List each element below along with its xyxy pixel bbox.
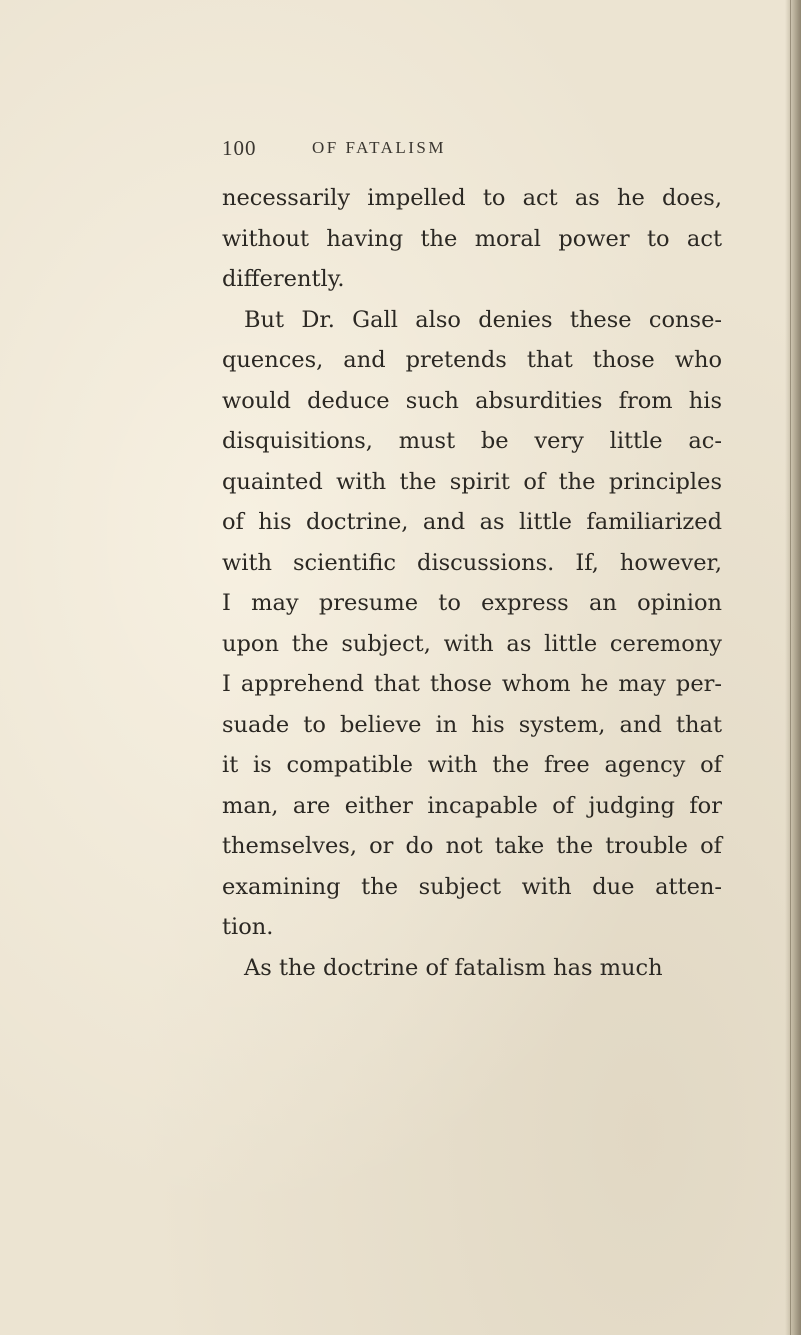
text-line: disquisitions, must be very little ac-: [222, 428, 722, 454]
text-line: examining the subject with due atten-: [222, 873, 722, 900]
text-line: upon the subject, with as little ceremony: [222, 630, 722, 657]
text-line: of his doctrine, and as little familiarized: [222, 509, 722, 535]
text-line: would deduce such absurdities from his: [222, 387, 722, 414]
page-number: 100: [222, 136, 257, 160]
page-edge-line: [790, 0, 791, 1335]
text-line: quainted with the spirit of the principles: [222, 468, 722, 495]
text-line: I apprehend that those whom he may per-: [222, 671, 722, 697]
text-line: I may presume to express an opinion: [222, 590, 722, 616]
text-line: it is compatible with the free agency of: [222, 752, 722, 778]
text-line: But Dr. Gall also denies these conse-: [244, 306, 722, 333]
running-title: OF FATALISM: [312, 138, 446, 157]
text-line: without having the moral power to act: [222, 225, 722, 252]
text-line: As the doctrine of fatalism has much: [244, 954, 663, 981]
text-line: with scientific discussions. If, however,: [222, 549, 722, 576]
text-line: quences, and pretends that those who: [222, 347, 722, 373]
text-line: tion.: [222, 914, 274, 940]
page-edge-shadow: [785, 0, 801, 1335]
text-line: themselves, or do not take the trouble of: [222, 833, 722, 859]
text-line: man, are either incapable of judging for: [222, 792, 722, 819]
text-line: necessarily impelled to act as he does,: [222, 185, 722, 211]
text-line: differently.: [222, 266, 345, 292]
body-text: [222, 178, 722, 988]
running-head: [222, 136, 702, 166]
text-line: suade to believe in his system, and that: [222, 711, 722, 738]
